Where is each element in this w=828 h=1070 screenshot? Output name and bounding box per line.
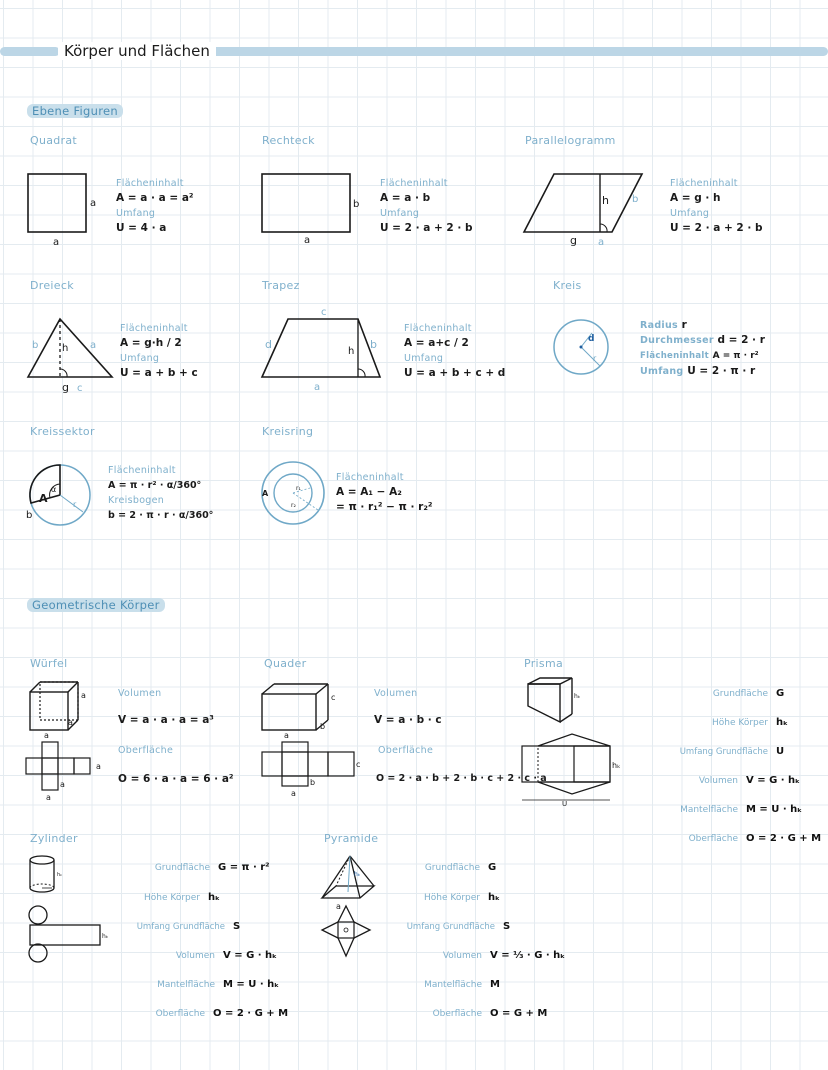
zylinder-row-value: M = U · hₖ: [223, 979, 280, 990]
square-figure: [22, 168, 112, 248]
quader-surface-label: Oberfläche: [378, 745, 434, 756]
quadrat-perimeter-label: Umfang: [116, 208, 156, 219]
cube-net-figure: [24, 740, 114, 802]
rechteck-perimeter-label: Umfang: [380, 208, 420, 219]
kreis-area: A = π · r²: [712, 351, 759, 361]
prisma-row-label: Oberfläche: [688, 834, 738, 844]
zylinder-row-1: [80, 892, 220, 903]
triangle-a: a: [90, 340, 97, 351]
cuboid-c: c: [331, 693, 336, 702]
kreisring-area-label: Flächeninhalt: [336, 472, 404, 483]
pyramide-row-label: Höhe Körper: [424, 893, 480, 903]
pyramide-row-0: [350, 862, 496, 873]
prism-net-u: U: [562, 800, 568, 808]
prism-net-figure: [518, 732, 638, 808]
zylinder-row-label: Volumen: [175, 951, 215, 961]
circle-r: r: [593, 354, 597, 363]
quadrat-heading: Quadrat: [30, 134, 78, 147]
trapezoid-c: c: [321, 307, 327, 318]
kreissektor-area-label: Flächeninhalt: [108, 465, 176, 476]
kreis-text: [640, 318, 765, 379]
quadrat-area-label: Flächeninhalt: [116, 178, 184, 189]
pyramide-row-label: Grundfläche: [424, 863, 480, 873]
kreis-area-label: Flächeninhalt: [640, 351, 709, 361]
trapez-area-formula: A = a+c / 2: [404, 337, 469, 349]
prisma-row-label: Höhe Körper: [712, 718, 768, 728]
prisma-row-0: [620, 688, 784, 699]
pyramide-row-5: [350, 1008, 547, 1019]
parallelogram-g: g: [570, 234, 577, 247]
parallelogramm-heading: Parallelogramm: [525, 134, 616, 147]
wuerfel-heading: Würfel: [30, 657, 68, 670]
cube-net-a-2: a: [60, 780, 65, 789]
kreis-radius: r: [681, 319, 687, 331]
dreieck-area-label: Flächeninhalt: [120, 323, 188, 334]
sector-b: b: [26, 510, 33, 521]
circle-figure: [550, 316, 614, 380]
pyramide-row-label: Volumen: [442, 951, 482, 961]
pyramid-a: a: [336, 902, 341, 911]
annulus-r1: r₁: [296, 485, 301, 492]
prisma-row-3: [620, 775, 800, 786]
trapezoid-h: h: [348, 346, 355, 357]
dreieck-text: [120, 321, 198, 381]
pyramide-row-4: [350, 979, 500, 990]
kreis-radius-label: Radius: [640, 320, 679, 331]
pyramide-row-value: O = G + M: [490, 1008, 548, 1019]
rechteck-text: [380, 176, 473, 236]
cuboid-b: b: [320, 722, 326, 731]
cube-net-a-1: a: [96, 762, 101, 771]
kreis-perimeter: U = 2 · π · r: [687, 365, 756, 377]
zylinder-row-0: [80, 862, 270, 873]
triangle-b: b: [32, 340, 39, 351]
trapezoid-d: d: [265, 338, 272, 351]
section-plane-figures: Ebene Figuren: [27, 104, 123, 118]
trapez-text: [404, 321, 505, 381]
trapezoid-b: b: [370, 338, 377, 351]
prisma-row-2: [620, 746, 784, 757]
pyramid-figure: [318, 852, 388, 912]
prisma-row-value: M = U · hₖ: [746, 804, 803, 815]
zylinder-row-2: [80, 921, 240, 932]
zylinder-row-value: hₖ: [208, 892, 220, 903]
kreissektor-arc-label: Kreisbogen: [108, 495, 165, 506]
triangle-figure: [22, 313, 122, 393]
trapez-perimeter-label: Umfang: [404, 353, 444, 364]
rechteck-area-formula: A = a · b: [380, 192, 431, 204]
cuboid-figure: [256, 678, 336, 740]
annulus-r2: r₂: [291, 502, 296, 509]
rechteck-heading: Rechteck: [262, 134, 315, 147]
prisma-row-value: hₖ: [776, 717, 788, 728]
square-side-bottom: a: [53, 237, 60, 248]
cuboid-a: a: [284, 731, 289, 740]
triangle-c: c: [77, 383, 83, 394]
cube-figure: [24, 678, 94, 738]
quader-volume-formula: V = a · b · c: [374, 714, 442, 726]
parallelogramm-text: [670, 176, 763, 236]
pyramide-row-value: G: [488, 862, 497, 873]
kreisring-text: [336, 470, 433, 515]
trapez-perimeter-formula: U = a + b + c + d: [404, 367, 506, 379]
zylinder-row-label: Höhe Körper: [144, 893, 200, 903]
prism-hk: hₖ: [574, 693, 581, 700]
prisma-row-1: [620, 717, 788, 728]
section-solids: Geometrische Körper: [27, 598, 165, 612]
parallelogram-h: h: [602, 194, 609, 207]
cuboid-net-a: a: [291, 789, 296, 798]
sector-figure: [25, 460, 95, 530]
prisma-row-label: Umfang Grundfläche: [679, 747, 768, 757]
dreieck-heading: Dreieck: [30, 279, 74, 292]
zylinder-row-label: Umfang Grundfläche: [136, 922, 225, 932]
parallelogramm-area-label: Flächeninhalt: [670, 178, 738, 189]
kreis-heading: Kreis: [553, 279, 582, 292]
parallelogram-b: b: [632, 194, 639, 205]
parallelogramm-perimeter-formula: U = 2 · a + 2 · b: [670, 222, 763, 234]
parallelogram-a: a: [598, 237, 605, 248]
zylinder-row-label: Grundfläche: [154, 863, 210, 873]
trapez-heading: Trapez: [262, 279, 300, 292]
trapez-area-label: Flächeninhalt: [404, 323, 472, 334]
prism-figure: [520, 676, 600, 736]
circle-d: d: [588, 334, 595, 344]
rechteck-area-label: Flächeninhalt: [380, 178, 448, 189]
wuerfel-surface-formula: O = 6 · a · a = 6 · a²: [118, 773, 234, 785]
pyramide-row-label: Umfang Grundfläche: [406, 922, 495, 932]
triangle-g: g: [62, 381, 69, 394]
pyramide-row-label: Oberfläche: [432, 1009, 482, 1019]
prisma-row-value: G: [776, 688, 785, 699]
pyramide-row-1: [350, 892, 500, 903]
triangle-h: h: [62, 343, 69, 354]
zylinder-row-5: [80, 1008, 288, 1019]
kreissektor-heading: Kreissektor: [30, 425, 95, 438]
prisma-row-label: Volumen: [698, 776, 738, 786]
kreis-perimeter-label: Umfang: [640, 366, 684, 377]
sector-r: r: [73, 500, 77, 509]
square-side-right: a: [90, 198, 97, 209]
trapezoid-a: a: [314, 382, 321, 393]
cuboid-net-figure: [256, 740, 366, 802]
kreissektor-arc-formula: b = 2 · π · r · α/360°: [108, 510, 214, 521]
pyramide-row-value: V = ⅓ · G · hₖ: [490, 950, 566, 961]
kreisring-area-formula: A = A₁ − A₂: [336, 486, 402, 498]
rectangle-side-a: a: [304, 235, 311, 246]
pyramide-row-value: M: [490, 979, 500, 990]
pyramide-row-label: Mantelfläche: [424, 980, 482, 990]
cuboid-net-c: c: [356, 760, 361, 769]
zylinder-heading: Zylinder: [30, 832, 78, 845]
pyramid-hk: hₖ: [354, 871, 361, 878]
prisma-heading: Prisma: [524, 657, 564, 670]
parallelogramm-perimeter-label: Umfang: [670, 208, 710, 219]
dreieck-area-formula: A = g·h / 2: [120, 337, 182, 349]
parallelogram-figure: [518, 168, 658, 248]
quadrat-perimeter-formula: U = 4 · a: [116, 222, 167, 234]
title-bar-left: [0, 47, 60, 56]
zylinder-row-value: V = G · hₖ: [223, 950, 278, 961]
zylinder-row-value: G = π · r²: [218, 862, 270, 873]
pyramide-row-2: [350, 921, 510, 932]
sector-A: A: [39, 492, 48, 505]
cube-a-1: a: [81, 691, 86, 700]
kreisring-area-formula-2: = π · r₁² − π · r₂²: [336, 501, 433, 513]
cube-a-2: a: [68, 718, 73, 727]
wuerfel-volume-formula: V = a · a · a = a³: [118, 714, 214, 726]
prisma-row-label: Mantelfläche: [680, 805, 738, 815]
prism-net-hk: hₖ: [612, 761, 621, 770]
pyramide-row-value: hₖ: [488, 892, 500, 903]
zylinder-row-value: S: [233, 921, 241, 932]
dreieck-perimeter-formula: U = a + b + c: [120, 367, 198, 379]
rectangle-side-b: b: [353, 199, 360, 210]
pyramide-row-3: [350, 950, 565, 961]
dreieck-perimeter-label: Umfang: [120, 353, 160, 364]
rectangle-figure: [256, 168, 366, 248]
zylinder-row-label: Oberfläche: [155, 1009, 205, 1019]
cube-a-3: a: [44, 731, 49, 740]
pyramide-row-value: S: [503, 921, 511, 932]
title-bar-right: [210, 47, 828, 56]
cuboid-net-b: b: [310, 778, 316, 787]
parallelogramm-area-formula: A = g · h: [670, 192, 721, 204]
prisma-row-value: U: [776, 746, 785, 757]
page-title: Körper und Flächen: [58, 42, 216, 60]
cube-net-a-3: a: [46, 793, 51, 802]
prisma-row-label: Grundfläche: [712, 689, 768, 699]
trapezoid-figure: [256, 305, 386, 395]
annulus-A: A: [262, 489, 269, 498]
kreis-diameter-label: Durchmesser: [640, 335, 714, 346]
sector-alpha: α: [51, 485, 57, 494]
wuerfel-surface-label: Oberfläche: [118, 745, 174, 756]
kreissektor-area-formula: A = π · r² · α/360°: [108, 480, 202, 491]
cylinder-hk: hₖ: [57, 872, 63, 878]
rechteck-perimeter-formula: U = 2 · a + 2 · b: [380, 222, 473, 234]
quader-surface-formula: O = 2 · a · b + 2 · b · c + 2 · c · a: [376, 773, 547, 784]
quader-volume-label: Volumen: [374, 688, 418, 699]
quadrat-text: [116, 176, 194, 236]
prisma-row-4: [620, 804, 802, 815]
annulus-figure: [258, 460, 328, 530]
quader-heading: Quader: [264, 657, 307, 670]
pyramide-heading: Pyramide: [324, 832, 379, 845]
zylinder-row-3: [80, 950, 277, 961]
quadrat-area-formula: A = a · a = a²: [116, 192, 194, 204]
zylinder-row-4: [80, 979, 279, 990]
kreis-diameter: d = 2 · r: [717, 334, 765, 346]
kreisring-heading: Kreisring: [262, 425, 314, 438]
cylinder-net-hk: hₖ: [102, 933, 109, 940]
prisma-row-5: [620, 833, 821, 844]
prisma-row-value: O = 2 · G + M: [746, 833, 822, 844]
zylinder-row-label: Mantelfläche: [157, 980, 215, 990]
kreissektor-text: [108, 463, 213, 523]
prisma-row-value: V = G · hₖ: [746, 775, 801, 786]
zylinder-row-value: O = 2 · G + M: [213, 1008, 289, 1019]
wuerfel-volume-label: Volumen: [118, 688, 162, 699]
